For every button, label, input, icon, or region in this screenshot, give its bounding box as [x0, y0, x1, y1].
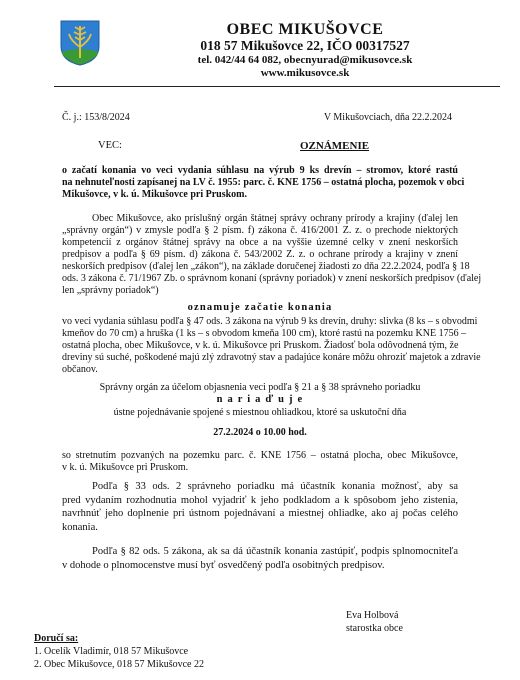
announce-heading: oznamuje začatie konania: [187, 302, 333, 313]
intro-line: „správny orgán“) v zmysle podľa § 2 písm. f) zákona č. 416/2001 Z. z. o prechode niektorých: [62, 225, 458, 236]
announce-paragraph: [62, 316, 481, 376]
intro-line: ods. 3 zákona č. 71/1967 Zb. o správnom konaní (správny poriadok) v znení neskorších predpisov (ďalej: [62, 273, 482, 284]
announce-line: dreviny sú suché, poškodené majú zlý zdravotný stav a padajúce konáre môžu ohroziť majetok a zdravie: [62, 352, 481, 363]
signatory-name: Eva Holbová: [346, 610, 399, 621]
header-divider: [54, 86, 500, 87]
rights-82-line: v dohode o plnomocenstve musí byť osvedčený podľa osobitných predpisov.: [62, 559, 385, 571]
order-heading: n a r i a ď u j e: [216, 394, 304, 405]
reference-number: Č. j.: 153/8/2024: [62, 112, 130, 123]
place-date: V Mikušovciach, dňa 22.2.2024: [323, 112, 452, 123]
signatory-title: starostka obce: [346, 623, 403, 634]
hearing-datetime: 27.2.2024 o 10.00 hod.: [213, 427, 307, 438]
delivery-item: 1. Ocelík Vladimír, 018 57 Mikušovce: [34, 646, 189, 657]
meeting-line: so stretnutím pozvaných na pozemku parc. č. KNE 1756 – ostatná plocha, obec Mikušovce,: [62, 450, 458, 461]
vec-label: VEC:: [98, 140, 122, 151]
delivery-heading: Doručí sa:: [34, 633, 79, 644]
announce-line: ostatná plocha, obec Mikušovce, v k. ú. Mikušovce pri Pruskom. Žiadosť bola odôvodnená tým, že: [62, 340, 459, 351]
rights-33-paragraph: [62, 480, 458, 534]
rights-33-line: pred vydaním rozhodnutia mohol vyjadriť k jeho podkladom a k spôsobom jeho zistenia,: [62, 494, 458, 506]
intro-line: predpisov a podľa § 69 písm. d) zákona č. 543/2002 Z. z. o ochrane prírody a krajiny v znení: [62, 249, 458, 260]
meeting-paragraph: [62, 450, 458, 474]
coat-of-arms-icon: [60, 20, 100, 66]
intro-line: len „správny poriadok“): [62, 285, 159, 296]
intro-line: kompetencií z orgánov štátnej správy na obce a na vyššie územné celky v znení neskorších: [62, 237, 458, 248]
municipality-address: 018 57 Mikušovce 22, IČO 00317527: [200, 38, 410, 53]
meeting-line: v k. ú. Mikušovce pri Pruskom.: [62, 462, 189, 473]
municipality-website: www.mikusovce.sk: [260, 67, 350, 79]
rights-82-paragraph: [62, 545, 458, 572]
subject-line: o začatí konania vo veci vydania súhlasu na výrub 9 ks drevín – stromov, ktoré rastú: [62, 165, 458, 176]
rights-33-line: Podľa § 33 ods. 2 správneho poriadku má účastník konania možnosť, aby sa: [92, 481, 458, 492]
municipality-name: OBEC MIKUŠOVCE: [226, 21, 384, 38]
order-text: ústne pojednávanie spojené s miestnou ohliadkou, ktoré sa uskutoční dňa: [113, 407, 407, 418]
intro-line: Obec Mikušovce, ako príslušný orgán štátnej správy ochrany prírody a krajiny (ďalej len: [92, 213, 458, 224]
rights-33-line: konania.: [62, 521, 98, 533]
document-title: OZNÁMENIE: [300, 140, 370, 152]
rights-33-line: navrhnúť jeho doplnenie pri ústnom pojednávaní a miestnej ohliadke, ako aj počas celého: [62, 508, 458, 519]
announce-line: vo veci vydania súhlasu podľa § 47 ods. 3 zákona na výrub 9 ks drevín, druhy: slivka (8 ks – s obvodmi: [62, 316, 478, 327]
rights-82-line: Podľa § 82 ods. 5 zákona, ak sa dá účastník konania zastúpiť, podpis splnomocniteľa: [92, 546, 458, 557]
subject-line: Mikušovce, v k. ú. Mikušovce pri Pruskom.: [62, 189, 248, 200]
delivery-item: 2. Obec Mikušovce, 018 57 Mikušovce 22: [34, 659, 204, 670]
intro-paragraph: [62, 213, 482, 297]
order-intro: Správny orgán za účelom objasnenia veci podľa § 21 a § 38 správneho poriadku: [99, 382, 421, 393]
announce-line: občanov.: [62, 364, 98, 375]
announce-line: kmeňov do 70 cm) a hruška (1 ks – s obvodom kmeňa 100 cm), ktoré rastú na pozemku KNE 1756 –: [62, 328, 467, 339]
subject-paragraph: [62, 165, 465, 201]
municipality-contact: tel. 042/44 64 082, obecnyurad@mikusovce.sk: [197, 54, 413, 66]
intro-line: neskorších predpisov (ďalej len „zákon“), na základe doručenej žiadosti zo dňa 22.2.2024, podľa § 18: [62, 261, 470, 272]
subject-line: na nehnuteľnosti zapísanej na LV č. 1955: parc. č. KNE 1756 – ostatná plocha, pozemok v obci: [62, 177, 465, 188]
